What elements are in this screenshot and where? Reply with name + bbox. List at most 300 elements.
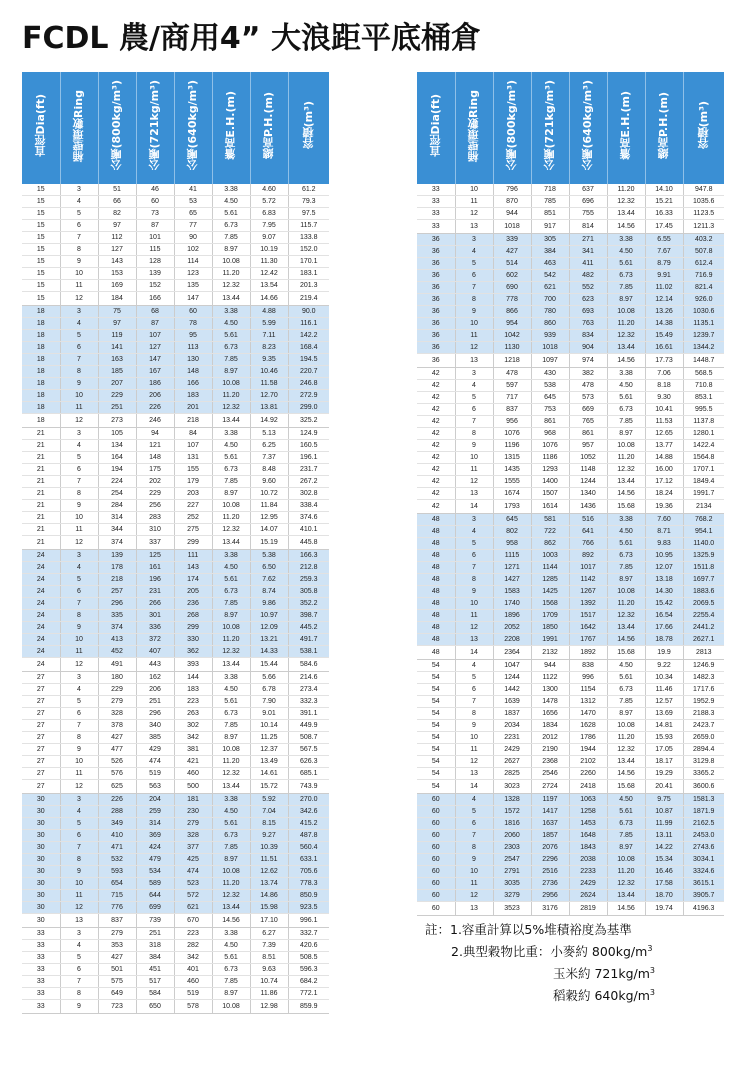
table-cell: 186 (136, 378, 174, 390)
table-row (417, 282, 724, 294)
table-cell: 1517 (569, 610, 607, 622)
table-cell: 196.1 (288, 452, 329, 464)
table-cell: 9.83 (645, 538, 683, 550)
table-cell: 3365.2 (683, 768, 724, 780)
table-cell: 14.56 (607, 902, 645, 916)
table-cell: 10 (60, 878, 98, 890)
table-cell: 861 (569, 428, 607, 440)
table-cell: 12.37 (250, 744, 288, 756)
table-cell: 715 (98, 890, 136, 902)
table-cell: 5 (60, 330, 98, 342)
table-cell: 9 (60, 622, 98, 634)
table-cell: 194 (98, 464, 136, 476)
table-cell: 54 (417, 660, 455, 672)
table-cell: 11.58 (250, 378, 288, 390)
table-cell: 3 (60, 550, 98, 562)
table-cell: 398.7 (288, 610, 329, 622)
table-cell: 5 (455, 806, 493, 818)
table-cell: 3600.6 (683, 780, 724, 794)
table-cell: 12 (60, 536, 98, 550)
table-cell: 60 (417, 842, 455, 854)
table-cell: 850.9 (288, 890, 329, 902)
table-cell: 5 (455, 258, 493, 270)
table-cell: 175 (136, 464, 174, 476)
table-cell: 8.71 (645, 526, 683, 538)
table-cell: 53 (174, 196, 212, 208)
table-cell: 685.1 (288, 768, 329, 780)
table-cell: 837 (98, 914, 136, 928)
table-cell: 12.57 (645, 696, 683, 708)
table-cell: 892 (569, 550, 607, 562)
table-cell: 18 (22, 378, 60, 390)
table-cell: 4 (455, 380, 493, 392)
table-cell: 2453.0 (683, 830, 724, 842)
table-cell: 33 (22, 928, 60, 940)
table-cell: 8 (60, 244, 98, 256)
table-cell: 904 (569, 342, 607, 354)
table-cell: 1285 (531, 574, 569, 586)
table-cell: 166 (136, 292, 174, 306)
table-cell: 6.78 (250, 684, 288, 696)
table-cell: 4 (60, 806, 98, 818)
table-cell: 7.85 (212, 720, 250, 732)
table-cell: 24 (22, 622, 60, 634)
table-cell: 142.2 (288, 330, 329, 342)
table-cell: 633.1 (288, 854, 329, 866)
table-cell: 584 (136, 988, 174, 1000)
table-cell: 5 (455, 392, 493, 404)
table-cell: 2255.4 (683, 610, 724, 622)
table-cell: 780 (531, 306, 569, 318)
table-cell: 413 (98, 634, 136, 646)
table-cell: 6.73 (607, 404, 645, 416)
table-cell: 12.65 (645, 428, 683, 440)
table-cell: 231 (136, 586, 174, 598)
table-cell: 766 (569, 538, 607, 550)
table-cell: 1392 (569, 598, 607, 610)
table-cell: 1837 (493, 708, 531, 720)
table-cell: 14.88 (645, 452, 683, 464)
table-cell: 27 (22, 756, 60, 768)
table-cell: 14.10 (645, 184, 683, 196)
table-cell: 310 (136, 524, 174, 536)
table-cell: 2429 (493, 744, 531, 756)
table-cell: 14.33 (250, 646, 288, 658)
table-cell: 4.50 (212, 684, 250, 696)
table-cell: 5 (60, 452, 98, 464)
table-cell: 514 (493, 258, 531, 270)
table-cell: 487.8 (288, 830, 329, 842)
table-cell: 332.7 (288, 928, 329, 940)
table-cell: 1628 (569, 720, 607, 732)
table-cell: 27 (22, 684, 60, 696)
table-cell: 10.14 (250, 720, 288, 732)
table-cell: 384 (136, 952, 174, 964)
table-cell: 7.62 (250, 574, 288, 586)
table-cell: 834 (569, 330, 607, 342)
table-cell: 1707.1 (683, 464, 724, 476)
table-cell: 645 (493, 514, 531, 526)
table-cell: 12.07 (645, 562, 683, 574)
table-cell: 54 (417, 732, 455, 744)
table-cell: 10.08 (212, 500, 250, 512)
table-cell: 46 (136, 184, 174, 196)
table-cell: 7.85 (212, 232, 250, 244)
table-cell: 101 (136, 232, 174, 244)
col-header: 桶壁環數Ring (455, 72, 493, 184)
table-cell: 6.73 (212, 586, 250, 598)
table-cell: 7 (455, 696, 493, 708)
table-row (417, 392, 724, 404)
table-cell: 2423.7 (683, 720, 724, 732)
table-cell: 14.56 (607, 220, 645, 234)
col-header: 公噸(800kg/m³) (493, 72, 531, 184)
table-cell: 48 (417, 634, 455, 646)
table-cell: 862 (531, 538, 569, 550)
table-cell: 4196.3 (683, 902, 724, 916)
table-cell: 2627 (493, 756, 531, 768)
table-cell: 517 (136, 976, 174, 988)
table-cell: 10.08 (212, 256, 250, 268)
table-cell: 230 (174, 806, 212, 818)
table-cell: 1144 (531, 562, 569, 574)
table-cell: 5.66 (250, 672, 288, 684)
table-cell: 61.2 (288, 184, 329, 196)
table-cell: 4.50 (607, 660, 645, 672)
table-cell: 3.38 (212, 794, 250, 806)
table-cell: 1564.8 (683, 452, 724, 464)
table-cell: 299.0 (288, 402, 329, 414)
table-row (417, 684, 724, 696)
table-cell: 17.45 (645, 220, 683, 234)
table-row (417, 744, 724, 756)
table-cell: 5.61 (212, 208, 250, 220)
table-cell: 13.18 (645, 574, 683, 586)
table-cell: 42 (417, 380, 455, 392)
table-cell: 1614 (531, 500, 569, 514)
table-cell: 48 (417, 598, 455, 610)
table-cell: 626.3 (288, 756, 329, 768)
table-cell: 21 (22, 428, 60, 440)
table-cell: 30 (22, 890, 60, 902)
table-cell: 1123.5 (683, 208, 724, 220)
table-cell: 21 (22, 512, 60, 524)
table-cell: 15.68 (607, 500, 645, 514)
table-cell: 301 (136, 610, 174, 622)
table-cell: 6 (455, 818, 493, 830)
table-cell: 10.97 (250, 610, 288, 622)
table-row (22, 1000, 329, 1014)
table-cell: 206 (136, 390, 174, 402)
table-cell: 6.73 (212, 220, 250, 232)
table-row (22, 940, 329, 952)
table-cell: 625 (98, 780, 136, 794)
table-cell: 36 (417, 270, 455, 282)
table-cell: 722 (531, 526, 569, 538)
table-cell: 24 (22, 634, 60, 646)
table-cell: 8.97 (212, 488, 250, 500)
table-cell: 54 (417, 696, 455, 708)
table-cell: 12.32 (607, 878, 645, 890)
table-cell: 14.81 (645, 720, 683, 732)
table-cell: 560.4 (288, 842, 329, 854)
table-cell: 7 (60, 976, 98, 988)
table-cell: 5.72 (250, 196, 288, 208)
table-cell: 169 (98, 280, 136, 292)
table-cell: 8 (60, 988, 98, 1000)
table-cell: 508.5 (288, 952, 329, 964)
table-cell: 12.32 (607, 610, 645, 622)
table-cell: 861 (531, 416, 569, 428)
table-row (417, 794, 724, 806)
table-cell: 9.27 (250, 830, 288, 842)
table-cell: 161 (136, 562, 174, 574)
table-cell: 593 (98, 866, 136, 878)
table-cell: 36 (417, 342, 455, 354)
table-cell: 8.97 (212, 244, 250, 256)
table-cell: 66 (98, 196, 136, 208)
table-cell: 10 (60, 756, 98, 768)
table-cell: 51 (98, 184, 136, 196)
table-cell: 11 (60, 524, 98, 536)
table-cell: 2791 (493, 866, 531, 878)
table-cell: 8.74 (250, 586, 288, 598)
table-row (22, 878, 329, 890)
table-cell: 1097 (531, 354, 569, 368)
table-cell: 12.32 (212, 524, 250, 536)
table-cell: 13.44 (212, 658, 250, 672)
table-cell: 8 (60, 366, 98, 378)
table-cell: 2956 (531, 890, 569, 902)
table-cell: 1857 (531, 830, 569, 842)
table-cell: 207 (98, 378, 136, 390)
table-cell: 9 (455, 854, 493, 866)
table-cell: 6.73 (212, 342, 250, 354)
table-cell: 342.6 (288, 806, 329, 818)
table-cell: 460 (174, 768, 212, 780)
table-row (417, 672, 724, 684)
table-cell: 1239.7 (683, 330, 724, 342)
table-cell: 13.81 (250, 402, 288, 414)
table-cell: 12.32 (607, 196, 645, 208)
note-line: 2.典型穀物比重：小麥約 $800kg/m^3$ (451, 943, 653, 959)
table-cell: 6 (60, 464, 98, 476)
table-cell: 763 (569, 318, 607, 330)
table-row (22, 524, 329, 536)
table-row (22, 512, 329, 524)
table-row (22, 536, 329, 550)
table-cell: 24 (22, 598, 60, 610)
table-cell: 821.4 (683, 282, 724, 294)
table-cell: 185 (98, 366, 136, 378)
table-cell: 9 (60, 256, 98, 268)
table-row (417, 196, 724, 208)
table-cell: 226 (98, 794, 136, 806)
table-cell: 6 (60, 586, 98, 598)
table-cell: 3 (455, 234, 493, 246)
table-row (22, 744, 329, 756)
table-cell: 5 (60, 696, 98, 708)
table-cell: 1315 (493, 452, 531, 464)
table-row (22, 452, 329, 464)
table-cell: 6 (455, 684, 493, 696)
table-cell: 226 (136, 402, 174, 414)
table-cell: 10.08 (212, 1000, 250, 1014)
table-cell: 353 (98, 940, 136, 952)
table-cell: 82 (98, 208, 136, 220)
table-row (22, 488, 329, 500)
table-row (417, 258, 724, 270)
table-cell: 8.97 (607, 574, 645, 586)
table-cell: 18.24 (645, 488, 683, 500)
table-cell: 1892 (569, 646, 607, 660)
table-cell: 14 (455, 500, 493, 514)
table-cell: 21 (22, 536, 60, 550)
table-cell: 1400 (531, 476, 569, 488)
table-cell: 13.44 (607, 342, 645, 354)
table-cell: 268 (174, 610, 212, 622)
table-cell: 166.3 (288, 550, 329, 562)
table-cell: 814 (569, 220, 607, 234)
table-cell: 572 (174, 890, 212, 902)
table-cell: 153 (98, 268, 136, 280)
table-cell: 1740 (493, 598, 531, 610)
table-cell: 14.56 (607, 634, 645, 646)
table-cell: 452 (98, 646, 136, 658)
table-cell: 478 (493, 368, 531, 380)
table-cell: 1453 (569, 818, 607, 830)
table-cell: 958 (493, 538, 531, 550)
table-cell: 252 (174, 512, 212, 524)
table-row (417, 854, 724, 866)
table-cell: 10 (60, 268, 98, 280)
table-cell: 8.97 (607, 428, 645, 440)
table-cell: 33 (22, 976, 60, 988)
table-cell: 11.20 (212, 390, 250, 402)
table-cell: 1717.6 (683, 684, 724, 696)
table-cell: 206 (136, 684, 174, 696)
table-cell: 4.50 (212, 318, 250, 330)
table-cell: 403.2 (683, 234, 724, 246)
table-cell: 5.61 (607, 538, 645, 550)
table-cell: 12.62 (250, 866, 288, 878)
table-cell: 16.61 (645, 342, 683, 354)
table-row (417, 598, 724, 610)
table-row (22, 378, 329, 390)
table-cell: 6.73 (212, 830, 250, 842)
table-row (417, 246, 724, 258)
table-cell: 10 (455, 318, 493, 330)
table-cell: 2894.4 (683, 744, 724, 756)
table-cell: 105 (98, 428, 136, 440)
table-cell: 227 (174, 500, 212, 512)
table-row (22, 562, 329, 574)
table-cell: 860 (531, 318, 569, 330)
table-cell: 328 (174, 830, 212, 842)
col-header: 公噸(800kg/m³) (98, 72, 136, 184)
table-cell: 246 (136, 414, 174, 428)
table-cell: 11.99 (645, 818, 683, 830)
table-cell: 1122 (531, 672, 569, 684)
table-cell: 1470 (569, 708, 607, 720)
table-cell: 14.56 (607, 768, 645, 780)
table-cell: 13 (455, 768, 493, 780)
table-cell: 48 (417, 586, 455, 598)
table-cell: 3324.6 (683, 866, 724, 878)
table-cell: 8.97 (607, 294, 645, 306)
table-row (417, 404, 724, 416)
table-cell: 415.2 (288, 818, 329, 830)
table-cell: 427 (98, 732, 136, 744)
table-row (22, 428, 329, 440)
table-cell: 508.7 (288, 732, 329, 744)
table-cell: 54 (417, 708, 455, 720)
table-cell: 21 (22, 464, 60, 476)
table-cell: 24 (22, 562, 60, 574)
table-cell: 30 (22, 830, 60, 842)
table-cell: 178 (98, 562, 136, 574)
table-cell: 16.33 (645, 208, 683, 220)
table-cell: 183 (174, 684, 212, 696)
table-cell: 12.09 (250, 622, 288, 634)
table-row (417, 330, 724, 342)
table-row (417, 756, 724, 768)
table-cell: 534 (136, 866, 174, 878)
table-cell: 717 (493, 392, 531, 404)
table-cell: 772.1 (288, 988, 329, 1000)
table-cell: 391.1 (288, 708, 329, 720)
table-cell: 12.14 (645, 294, 683, 306)
table-cell: 128 (136, 256, 174, 268)
table-cell: 2303 (493, 842, 531, 854)
table-cell: 2208 (493, 634, 531, 646)
table-cell: 13.44 (212, 414, 250, 428)
table-row (22, 440, 329, 452)
table-cell: 1478 (531, 696, 569, 708)
table-row (22, 952, 329, 964)
table-cell: 24 (22, 586, 60, 598)
table-cell: 15.34 (645, 854, 683, 866)
table-cell: 15 (22, 208, 60, 220)
table-row (22, 818, 329, 830)
table-cell: 3023 (493, 780, 531, 794)
table-cell: 705.6 (288, 866, 329, 878)
table-cell: 11.20 (607, 318, 645, 330)
table-row (417, 660, 724, 672)
table-cell: 21 (22, 440, 60, 452)
table-row (22, 830, 329, 842)
table-cell: 641 (569, 526, 607, 538)
table-cell: 251 (136, 928, 174, 940)
table-cell: 30 (22, 794, 60, 806)
table-cell: 8.97 (212, 610, 250, 622)
table-cell: 7.11 (250, 330, 288, 342)
table-cell: 9.07 (250, 232, 288, 244)
table-cell: 753 (531, 404, 569, 416)
table-cell: 27 (22, 768, 60, 780)
table-cell: 5.92 (250, 794, 288, 806)
table-cell: 9 (60, 500, 98, 512)
table-row (22, 964, 329, 976)
table-cell: 13 (455, 488, 493, 500)
table-cell: 1952.9 (683, 696, 724, 708)
table-cell: 552 (569, 282, 607, 294)
table-row (22, 366, 329, 378)
table-cell: 79.3 (288, 196, 329, 208)
table-cell: 596.3 (288, 964, 329, 976)
table-cell: 54 (417, 684, 455, 696)
table-cell: 3 (60, 306, 98, 318)
